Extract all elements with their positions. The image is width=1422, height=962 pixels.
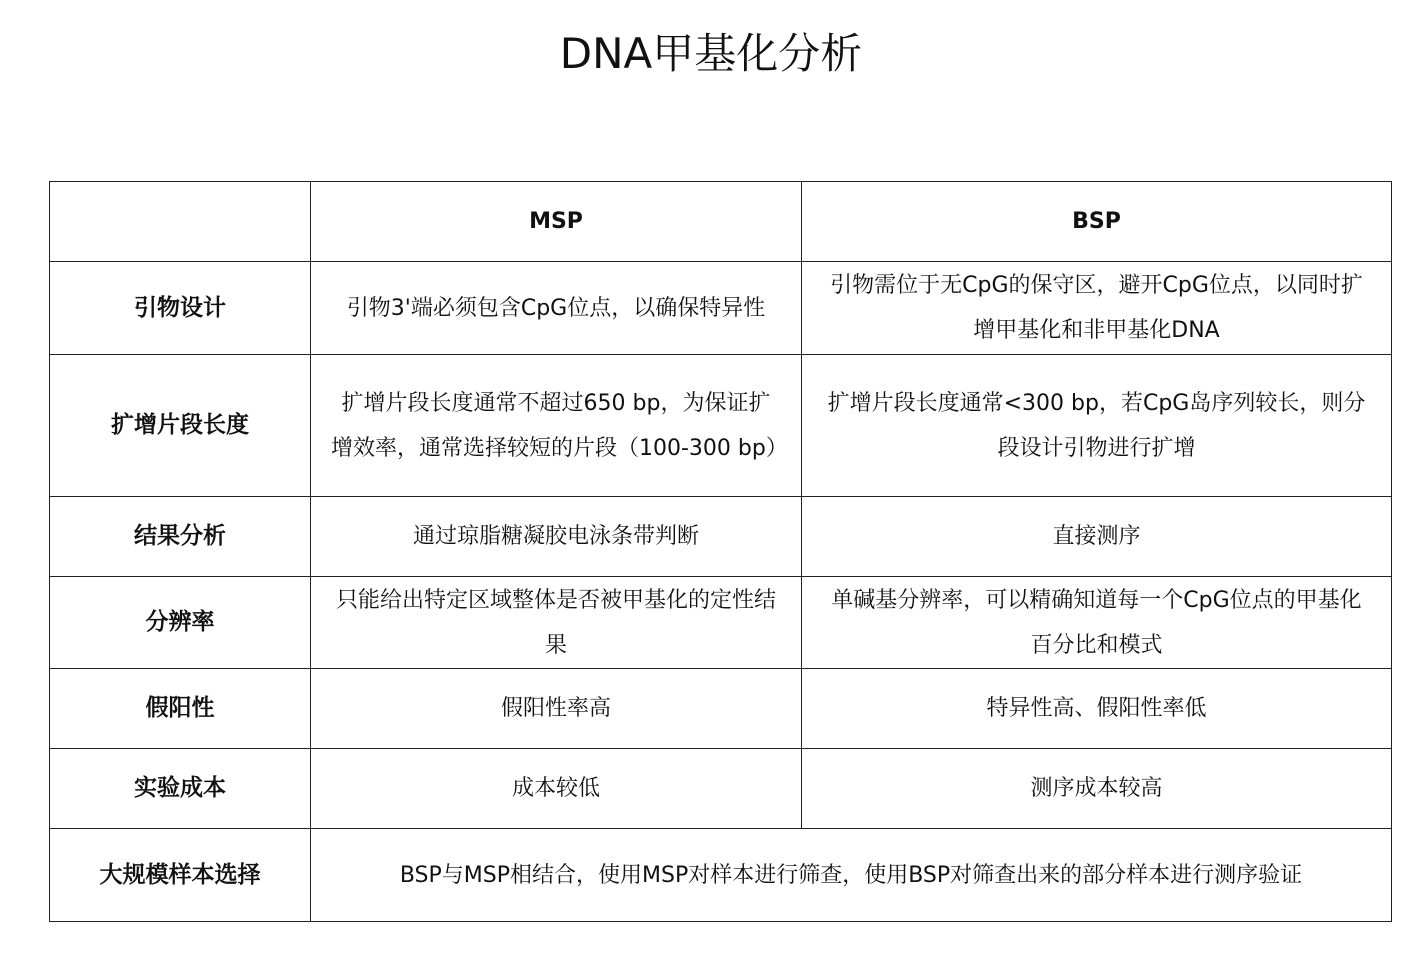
table-header-row	[50, 182, 1392, 262]
cell-msp-resolution: 只能给出特定区域整体是否被甲基化的定性结果	[311, 577, 802, 669]
page-title: DNA甲基化分析	[559, 29, 863, 78]
header-empty-cell	[50, 182, 311, 262]
cell-msp-primer-design: 引物3'端必须包含CpG位点，以确保特异性	[311, 262, 802, 355]
cell-msp-experiment-cost: 成本较低	[311, 749, 802, 829]
cell-bsp-experiment-cost: 测序成本较高	[802, 749, 1392, 829]
row-label-resolution: 分辨率	[50, 577, 311, 669]
cell-bsp-result-analysis: 直接测序	[802, 497, 1392, 577]
row-label-primer-design: 引物设计	[50, 262, 311, 355]
cell-bsp-resolution: 单碱基分辨率，可以精确知道每一个CpG位点的甲基化百分比和模式	[802, 577, 1392, 669]
row-label-large-sample-selection: 大规模样本选择	[50, 829, 311, 922]
table-row	[50, 577, 1392, 669]
comparison-table	[49, 181, 1392, 922]
row-label-false-positive: 假阳性	[50, 669, 311, 749]
row-label-experiment-cost: 实验成本	[50, 749, 311, 829]
cell-combined-large-sample-selection: BSP与MSP相结合，使用MSP对样本进行筛查，使用BSP对筛查出来的部分样本进行测序验证	[311, 829, 1392, 922]
table-row	[50, 829, 1392, 922]
cell-msp-false-positive: 假阳性率高	[311, 669, 802, 749]
header-msp: MSP	[311, 182, 802, 262]
table-row	[50, 262, 1392, 355]
table-row	[50, 355, 1392, 497]
row-label-amplicon-length: 扩增片段长度	[50, 355, 311, 497]
cell-bsp-primer-design: 引物需位于无CpG的保守区，避开CpG位点，以同时扩增甲基化和非甲基化DNA	[802, 262, 1392, 355]
cell-bsp-false-positive: 特异性高、假阳性率低	[802, 669, 1392, 749]
cell-msp-amplicon-length: 扩增片段长度通常不超过650 bp，为保证扩增效率，通常选择较短的片段（100-300 bp）	[311, 355, 802, 497]
cell-msp-result-analysis: 通过琼脂糖凝胶电泳条带判断	[311, 497, 802, 577]
row-label-result-analysis: 结果分析	[50, 497, 311, 577]
header-bsp: BSP	[802, 182, 1392, 262]
table-row	[50, 497, 1392, 577]
table-row	[50, 749, 1392, 829]
table-row	[50, 669, 1392, 749]
cell-bsp-amplicon-length: 扩增片段长度通常<300 bp，若CpG岛序列较长，则分段设计引物进行扩增	[802, 355, 1392, 497]
